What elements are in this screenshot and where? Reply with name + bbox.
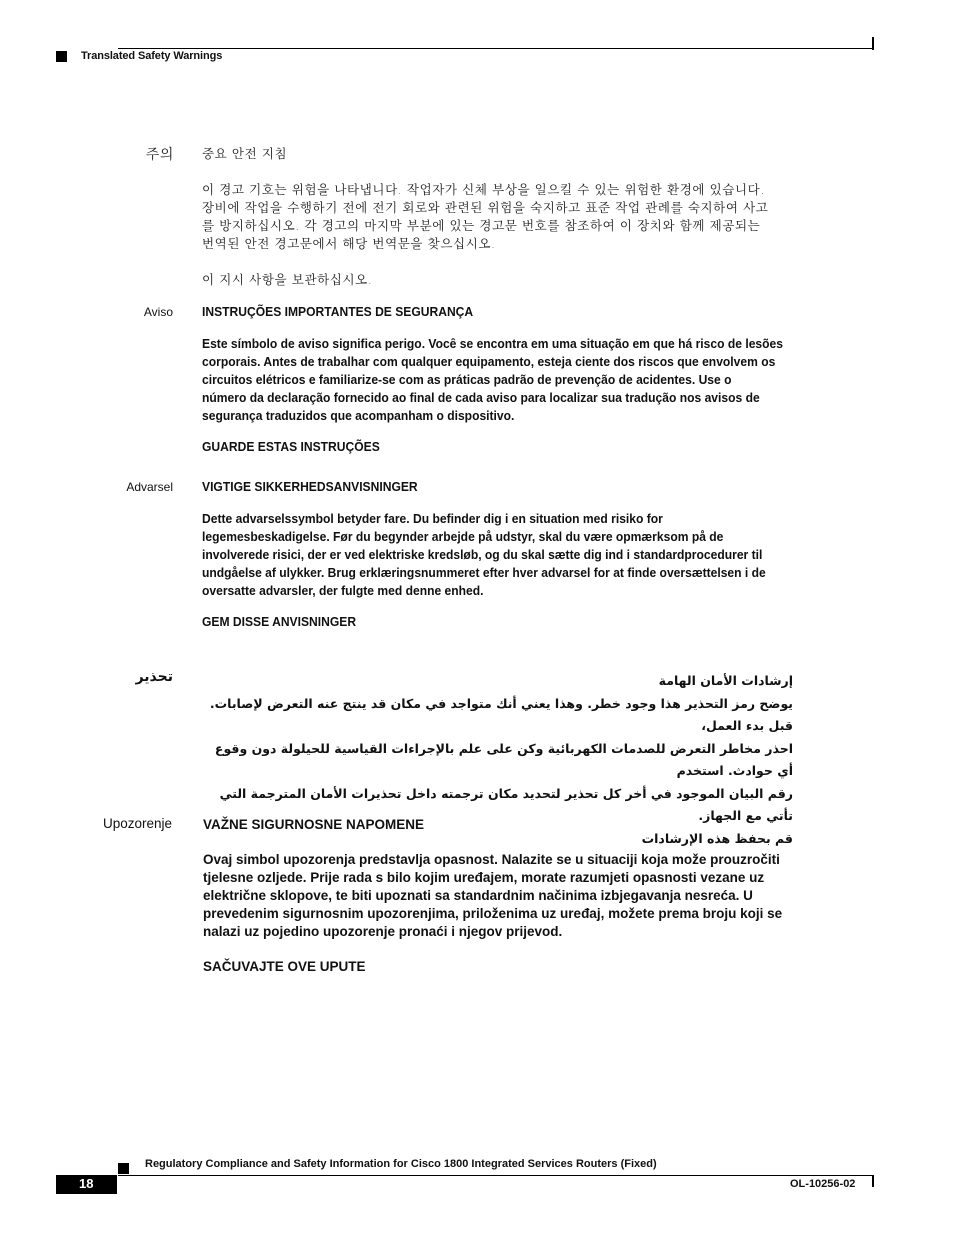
footer-title: Regulatory Compliance and Safety Information for Cisco 1800 Integrated Services Routers (Fixed) [145, 1158, 657, 1170]
arabic-label: تحذير [135, 669, 173, 685]
croatian-line: prevedenim sigurnosnim upozorenjima, priloženima uz uređaj, možete prema broju koji se [203, 906, 783, 921]
croatian-line: nalazi uz pojedino upozorenje pronaći i njegov prijevod. [203, 924, 563, 939]
header-marker [56, 51, 67, 62]
document-id: OL-10256-02 [790, 1178, 856, 1190]
korean-footer: 이 지시 사항을 보관하십시오. [202, 272, 373, 287]
portuguese-line: corporais. Antes de trabalhar com qualquer equipamento, esteja ciente dos riscos que envolvem os [202, 354, 776, 369]
korean-line: 장비에 작업을 수행하기 전에 전기 회로와 관련된 위험을 숙지하고 표준 작업 관례를 숙지하여 사고 [202, 200, 769, 215]
portuguese-label: Aviso [143, 305, 173, 319]
danish-section [202, 478, 820, 631]
korean-line: 이 경고 기호는 위험을 나타냅니다. 작업자가 신체 부상을 일으킬 수 있는 위험한 환경에 있습니다. [202, 182, 765, 197]
header-rule [118, 48, 874, 49]
korean-label: 주의 [145, 147, 174, 163]
footer-tick [872, 1175, 874, 1187]
page-number: 18 [79, 1176, 94, 1191]
danish-line: legemesbeskadigelse. Før du begynder arbejde på udstyr, skal du være opmærksom på de [202, 529, 724, 544]
portuguese-line: circuitos elétricos e familiarize-se com as práticas padrão de prevenção de acidentes. Use o [202, 372, 732, 387]
croatian-footer: SAČUVAJTE OVE UPUTE [203, 959, 366, 974]
arabic-line: رقم البيان الموجود في أخر كل تحذير لتحديد مكان ترجمته داخل تحذيرات الأمان المترجمة التي تأتي مع الجهاز. [219, 785, 793, 823]
danish-line: undgåelse af ulykker. Brug erklæringsnummeret efter hver advarsel for at finde oversættelsen i de [202, 565, 766, 580]
korean-heading: 중요 안전 지침 [202, 146, 288, 161]
portuguese-footer: GUARDE ESTAS INSTRUÇÕES [202, 439, 380, 454]
header-tick [872, 37, 874, 50]
croatian-label: Upozorenje [102, 816, 172, 831]
portuguese-line: segurança traduzidos que acompanham o dispositivo. [202, 408, 515, 423]
portuguese-line: número da declaração fornecido ao final de cada aviso para localizar sua tradução nos avisos de [202, 390, 760, 405]
croatian-line: tjelesne ozljede. Prije rada s bilo kojim uređajem, morate razumjeti opasnosti vezane uz [203, 870, 765, 885]
danish-line: oversatte advarsler, der fulgte med denne enhed. [202, 583, 484, 598]
korean-section [202, 145, 867, 289]
danish-footer: GEM DISSE ANVISNINGER [202, 614, 357, 629]
croatian-section [203, 816, 868, 976]
danish-label: Advarsel [126, 480, 173, 494]
croatian-heading: VAŽNE SIGURNOSNE NAPOMENE [203, 817, 425, 832]
danish-line: Dette advarselssymbol betyder fare. Du befinder dig i en situation med risiko for [202, 511, 663, 526]
arabic-line: يوضح رمز التحذير هذا وجود خطر. وهذا يعني أنك متواجد في مكان قد ينتج عنه التعرض لإصابات. قبل بدء العمل، [209, 695, 793, 733]
portuguese-heading: INSTRUÇÕES IMPORTANTES DE SEGURANÇA [202, 304, 474, 319]
danish-line: involverede risici, der er ved elektriske kredsløb, og du skal sætte dig ind i standardprocedurer til [202, 547, 763, 562]
running-header-title: Translated Safety Warnings [81, 50, 223, 62]
danish-heading: VIGTIGE SIKKERHEDSANVISNINGER [202, 479, 418, 494]
croatian-line: električne sklopove, te biti upoznati sa standardnim načinima izbjegavanja nesreća. U [203, 888, 753, 903]
portuguese-line: Este símbolo de aviso significa perigo. Você se encontra em uma situação em que há risco de lesões [202, 336, 783, 351]
arabic-heading: إرشادات الأمان الهامة [658, 673, 793, 688]
arabic-line: احذر مخاطر التعرض للصدمات الكهربائية وكن على علم بالإجراءات القياسية للحيلولة دون وقوع أي حوادث. استخدم [214, 740, 793, 778]
footer-rule [118, 1175, 874, 1176]
portuguese-section [202, 303, 820, 456]
croatian-line: Ovaj simbol upozorenja predstavlja opasnost. Nalazite se u situaciji koja može prouzročiti [203, 852, 780, 867]
arabic-footer: قم بحفظ هذه الإرشادات [641, 830, 793, 846]
korean-line: 를 방지하십시오. 각 경고의 마지막 부분에 있는 경고문 번호를 참조하여 이 장치와 함께 제공되는 [202, 218, 761, 233]
korean-line: 번역된 안전 경고문에서 해당 번역문을 찾으십시오. [202, 236, 496, 251]
footer-marker [118, 1163, 129, 1174]
